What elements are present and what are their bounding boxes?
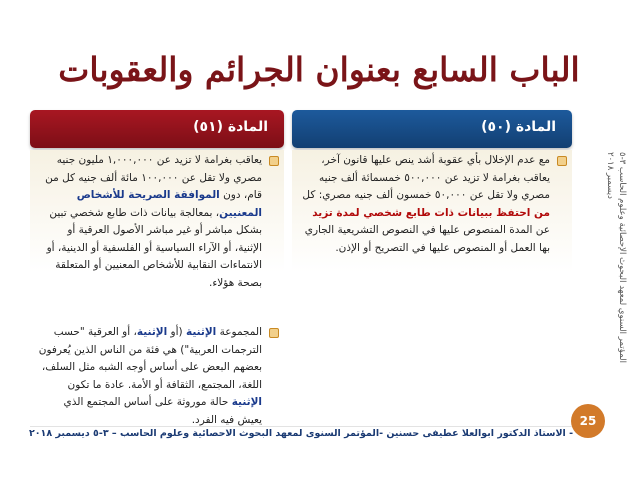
article-51-highlight: الموافقة الصريحة للأشخاص المعنيين <box>76 189 262 219</box>
article-50-header <box>292 110 572 148</box>
ethnic-text-part3: ، أو العرقية "حسب الترجمات العربية") هي فئة من الناس الذين يُعرفون بعضهم البعض على أساس أوجه الشبه مثل السلف، اللغة، المجتمع، الثقافة أو الأمة. عادة ما تكون <box>38 326 262 391</box>
ethnic-highlight-3: الإثنية <box>231 396 262 408</box>
article-51-text-part2: ، بمعالجة بيانات ذات طابع شخصي تبين بشكل مباشر أو غير مباشر الأصول العرقية أو الإثنية، أو الآراء السياسية أو الفلسفية أو الدينية، أو الانتماءات النقابية للأشخاص المعنيين أو المتعلقة بصحة هؤلاء. <box>46 206 262 289</box>
ethnic-text-part1: المجموعة <box>216 326 262 338</box>
bullet-square-icon <box>557 156 567 166</box>
conference-side-label: المؤتمر السنوي لمعهد البحوث الإحصائية وعلوم الحاسب ٣-٥ ديسمبر ٢٠١٨ <box>605 152 627 363</box>
article-50-text-part1: مع عدم الإخلال بأي عقوبة أشد ينص عليها قانون آخر، يعاقب بغرامة لا تزيد عن ٥٠٠,٠٠٠ خمسمائة ألف جنيه مصري ولا تقل عن ٥٠,٠٠٠ خمسون ألف جنيه مصري: كل <box>302 154 550 201</box>
article-50-paragraph <box>300 152 550 257</box>
article-51-text-part1: يعاقب بغرامة لا تزيد عن ١,٠٠٠,٠٠٠ مليون جنيه مصري ولا تقل عن ١٠٠,٠٠٠ مائة ألف جنيه كل من قام، دون <box>45 154 262 201</box>
article-50-text-part2: عن المدة المنصوص عليها في النصوص التشريعية الجاري بها العمل أو المنصوص عليها في التصريح أو الإذن. <box>304 224 550 254</box>
page-number: 25 <box>579 414 597 428</box>
article-51-header <box>30 110 284 148</box>
ethnic-text-part2: (أو <box>167 326 186 338</box>
article-50-panel <box>292 150 572 422</box>
slide-footer: - الاستاذ الدكتور ابوالعلا عطيفى حسنين -المؤتمر السنوى لمعهد البحوث الاحصائية وعلوم الحاسب – ٣-٥ ديسمبر ٢٠١٨ <box>28 428 574 439</box>
slide-title: الباب السابع بعنوان الجرائم والعقوبات <box>58 50 580 89</box>
article-50-header-label: المادة (٥٠) <box>481 119 556 135</box>
article-50-highlight: من احتفظ ببيانات ذات طابع شخصي لمدة تزيد <box>312 206 550 219</box>
article-51-header-label: المادة (٥١) <box>193 119 268 135</box>
ethnic-group-paragraph <box>38 324 262 429</box>
footer-divider <box>30 426 572 427</box>
bullet-square-icon <box>269 328 279 338</box>
bullet-square-icon <box>269 156 279 166</box>
ethnic-highlight-2: الإثنية <box>136 326 168 338</box>
article-51-panel <box>30 150 284 426</box>
ethnic-text-part4: حالة موروثة على أساس المجتمع الذي يعيش فيه الفرد. <box>63 396 262 426</box>
article-51-paragraph <box>38 152 262 292</box>
ethnic-highlight-1: الإثنية <box>185 326 217 338</box>
